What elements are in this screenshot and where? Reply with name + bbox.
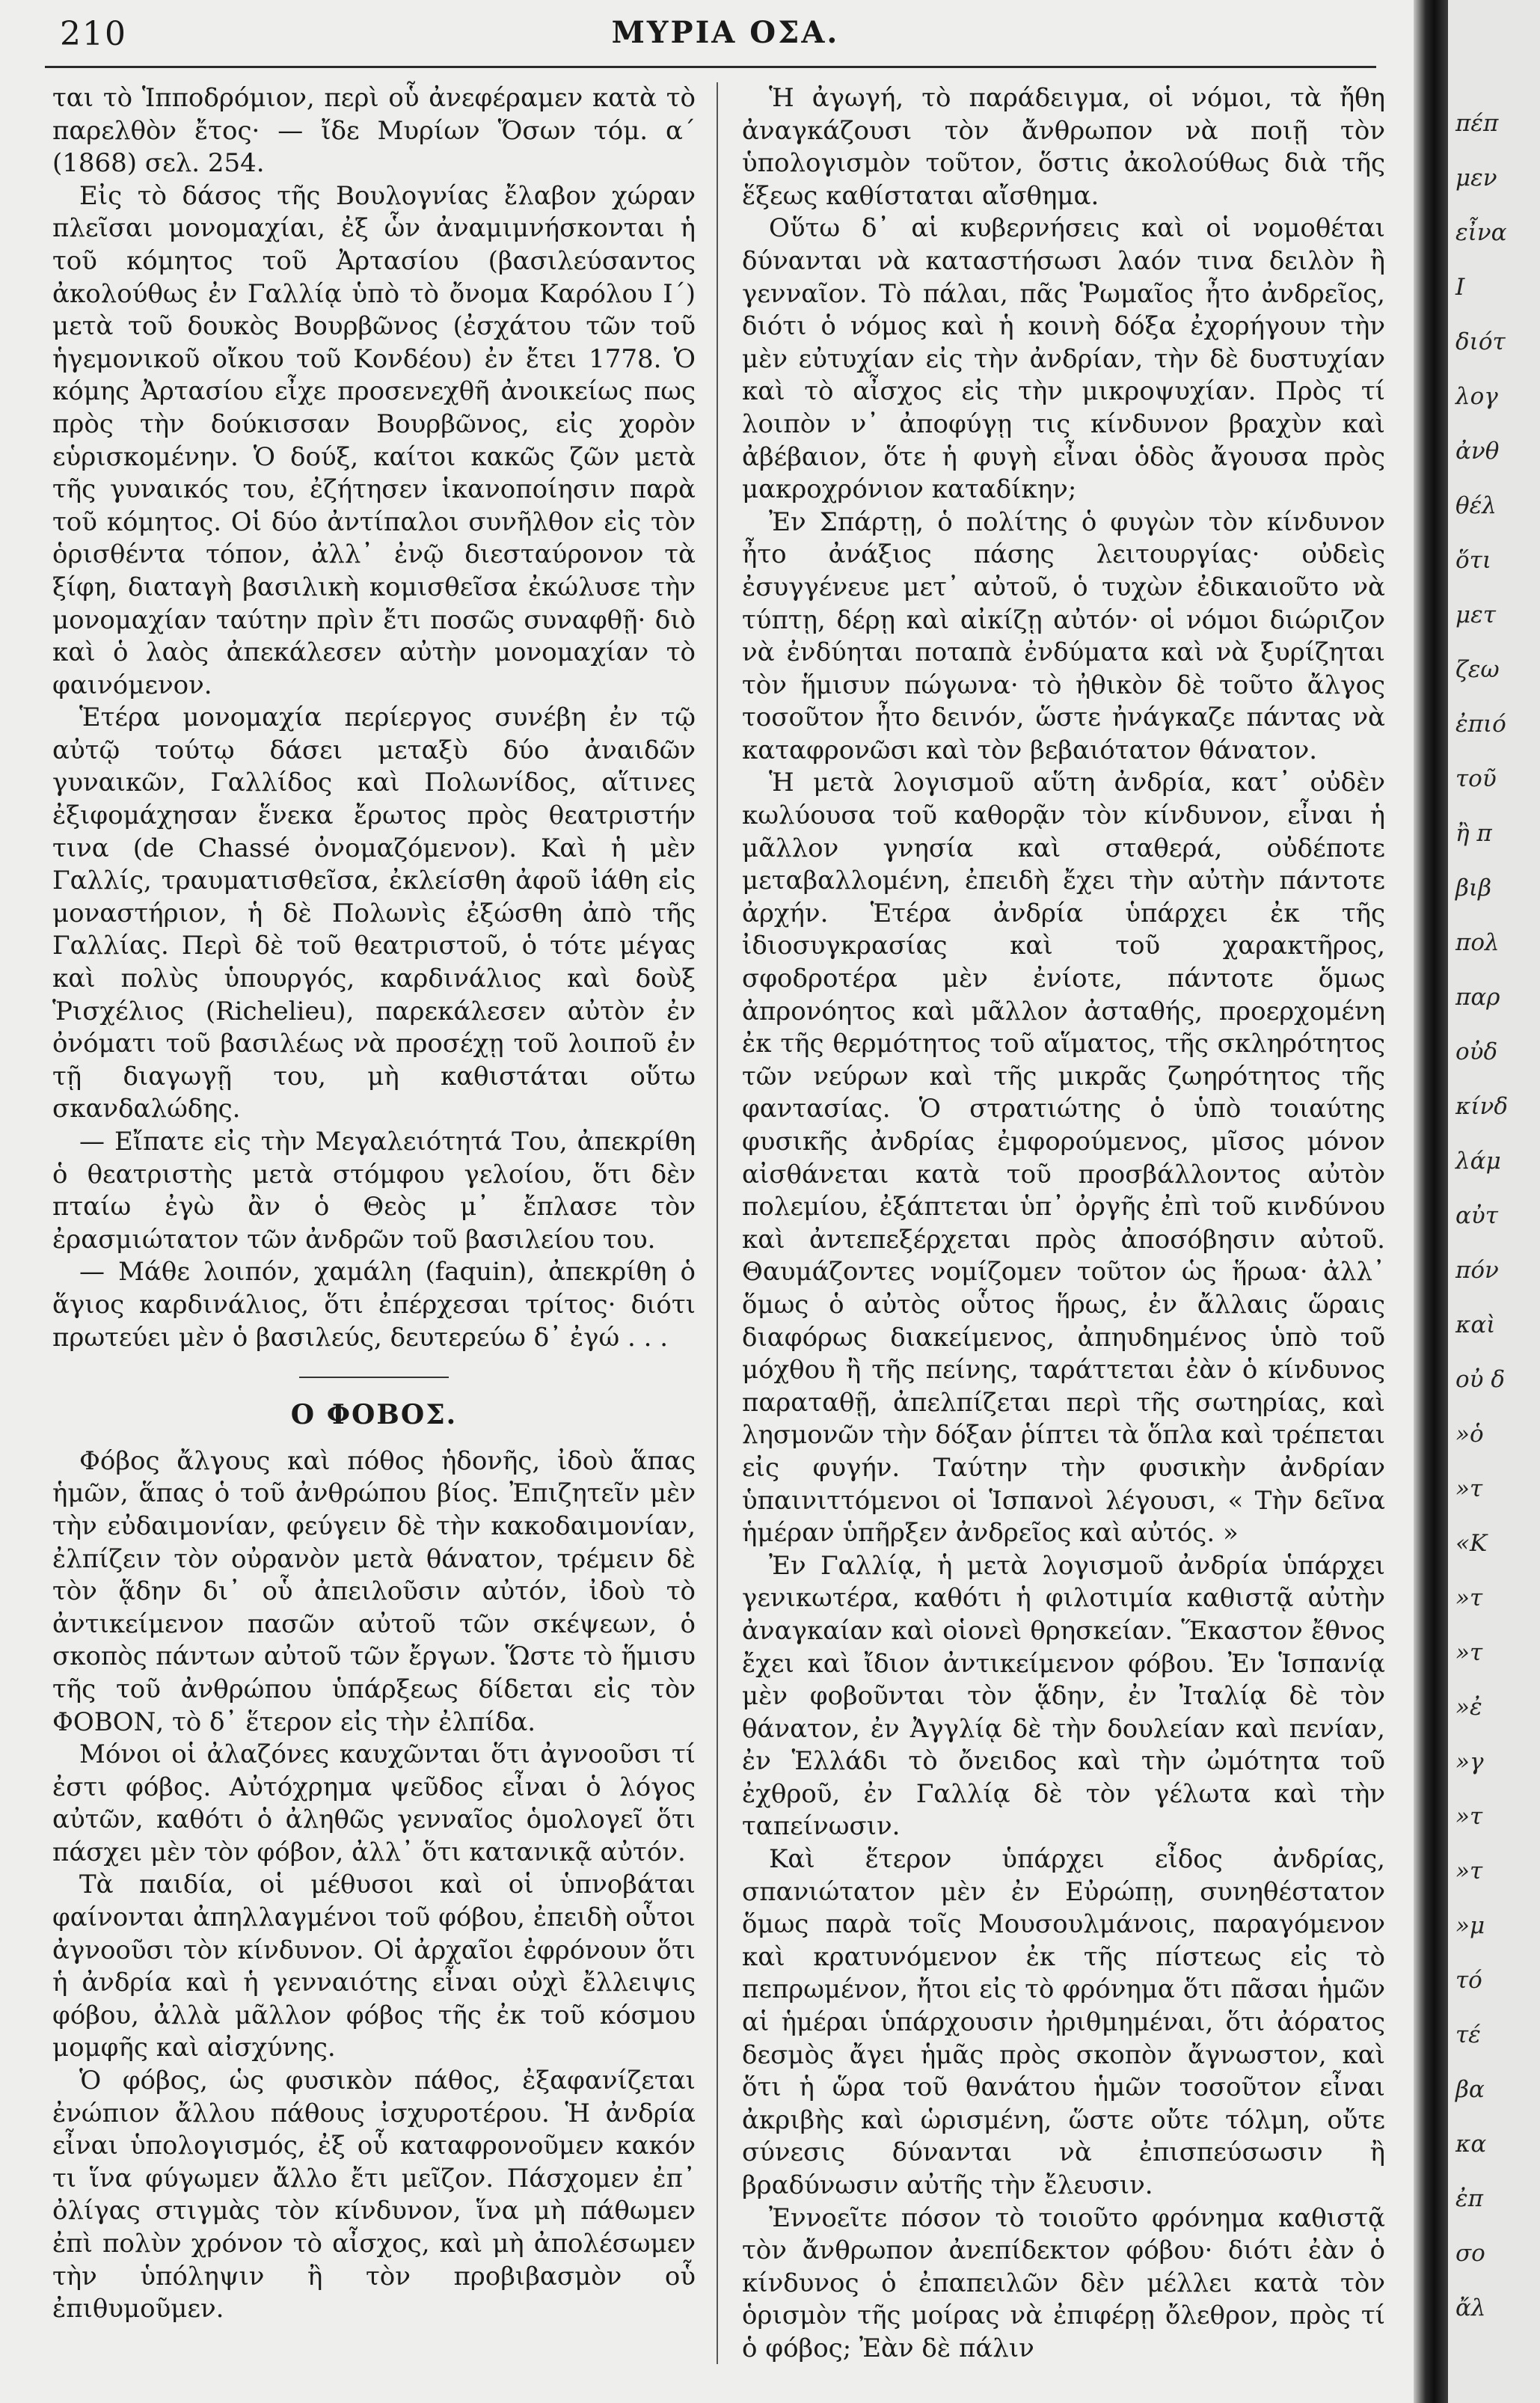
section-divider (299, 1377, 449, 1378)
right-column (742, 82, 1385, 2387)
adjacent-page-fragment: ζεω (1455, 656, 1500, 683)
adjacent-page-edge (1448, 0, 1540, 2403)
adjacent-page-fragment: οὐ δ (1455, 1366, 1506, 1393)
adjacent-page-fragment: πόν (1455, 1257, 1499, 1284)
adjacent-page-fragment: κα (1455, 2131, 1487, 2158)
left-column (52, 82, 696, 2387)
paragraph: Ἐν Γαλλίᾳ, ἡ μετὰ λογισμοῦ ἀνδρία ὑπάρχει γενικωτέρα, καθότι ἡ φιλοτιμία καθιστᾷ αὐτὴν ἀναγκαίαν καὶ οἱονεὶ θρησκείαν. Ἕκαστον ἔθνος ἔχει καὶ ἴδιον ἀντικείμενον φόβου. Ἐν Ἱσπανίᾳ μὲν φοβοῦνται τὸν ᾅδην, ἐν Ἰταλίᾳ δὲ τὸν θάνατον, ἐν Ἀγγλίᾳ δὲ τὴν δουλείαν καὶ πενίαν, ἐν Ἑλλάδι τὸ ὄνειδος καὶ τὴν ὠμότητα τοῦ ἐχθροῦ, ἐν Γαλλίᾳ δὲ τὸν γέλωτα καὶ τὴν ταπείνωσιν. (742, 1550, 1385, 1842)
adjacent-page-fragment: »τ (1455, 1858, 1483, 1885)
dialogue-paragraph: — Εἴπατε εἰς τὴν Μεγαλειότητά Του, ἀπεκρίθη ὁ θεατριστὴς μετὰ στόμφου γελοίου, ὅτι δὲν πταίω ἐγὼ ἂν ὁ Θεὸς μ᾽ ἔπλασε τὸν ἐρασμιώτατον τῶν ἀνδρῶν τοῦ βασιλείου του. (52, 1127, 696, 1255)
adjacent-page-fragment: »ὁ (1455, 1421, 1484, 1448)
adjacent-page-fragment: αὐτ (1455, 1202, 1498, 1229)
adjacent-page-fragment: »τ (1455, 1475, 1483, 1502)
adjacent-page-fragment: τέ (1455, 2021, 1481, 2048)
paragraph: Ὁ φόβος, ὡς φυσικὸν πάθος, ἐξαφανίζεται ἐνώπιον ἄλλου πάθους ἰσχυροτέρου. Ἡ ἀνδρία εἶναι ὑπολογισμός, ἐξ οὗ καταφρονοῦμεν κακόν τι ἵνα φύγωμεν ἄλλο ἔτι μεῖζον. Πάσχομεν ἐπ᾽ ὀλίγας στιγμὰς τὸν κίνδυνον, ἵνα μὴ πάθωμεν ἐπὶ πολὺν χρόνον τὸ αἶσχος, καὶ μὴ ἀπολέσωμεν τὴν ὑπόληψιν ἢ τὸν προβιβασμὸν οὗ ἐπιθυμοῦμεν. (52, 2066, 696, 2324)
adjacent-page-fragment: μεν (1455, 165, 1497, 192)
column-rule (717, 82, 718, 2364)
adjacent-page-fragment: τοῦ (1455, 765, 1497, 792)
paragraph: Ἡ ἀγωγή, τὸ παράδειγμα, οἱ νόμοι, τὰ ἤθη ἀναγκάζουσι τὸν ἄνθρωπον νὰ ποιῇ τὸν ὑπολογισμὸν τοῦτον, ὅστις ἀκολούθως διὰ τῆς ἕξεως καθίσταται αἴσθημα. (742, 83, 1385, 211)
adjacent-page-fragment: ἢ π (1455, 820, 1492, 847)
adjacent-page-fragment: οὐδ (1455, 1038, 1498, 1065)
adjacent-page-fragment: βα (1455, 2076, 1485, 2103)
paragraph: Καὶ ἕτερον ὑπάρχει εἶδος ἀνδρίας, σπανιώτατον μὲν ἐν Εὐρώπῃ, συνηθέστατον ὅμως παρὰ τοῖς Μουσουλμάνοις, παραγόμενον καὶ κρατυνόμενον ἐκ τῆς πίστεως εἰς τὸ πεπρωμένον, ἤτοι εἰς τὸ φρόνημα ὅτι πᾶσαι ἡμῶν αἱ ἡμέραι ὑπάρχουσιν ἠριθμημέναι, ὅτι ἀόρατος δεσμὸς ἄγει ἡμᾶς πρὸς σκοπὸν ἄγνωστον, καὶ ὅτι ἡ ὥρα τοῦ θανάτου ἡμῶν τοσοῦτον εἶναι ἀκριβὴς καὶ ὡρισμένη, ὥστε οὔτε τόλμη, οὔτε σύνεσις δύνανται νὰ ἐπισπεύσωσιν ἢ βραδύνωσιν αὐτῆς τὴν ἔλευσιν. (742, 1844, 1385, 2200)
adjacent-page-fragment: »ἐ (1455, 1694, 1482, 1721)
adjacent-page-fragment: »τ (1455, 1803, 1483, 1830)
paragraph: Φόβος ἄλγους καὶ πόθος ἡδονῆς, ἰδοὺ ἅπας ἡμῶν, ἅπας ὁ τοῦ ἀνθρώπου βίος. Ἐπιζητεῖν μὲν τὴν εὐδαιμονίαν, φεύγειν δὲ τὴν κακοδαιμονίαν, ἐλπίζειν τὸν οὐρανὸν μετὰ θάνατον, τρέμειν δὲ τὸν ᾅδην δι᾽ οὗ ἀπειλοῦσιν αὐτόν, ἰδοὺ τὸ ἀντικείμενον πασῶν αὐτοῦ τῶν σκέψεων, ὁ σκοπὸς πάντων αὐτοῦ τῶν ἔργων. Ὥστε τὸ ἥμισυ τῆς τοῦ ἀνθρώπου ὑπάρξεως δίδεται εἰς τὸν ΦΟΒΟΝ, τὸ δ᾽ ἕτερον εἰς τὴν ἐλπίδα. (52, 1445, 696, 1737)
paragraph: Τὰ παιδία, οἱ μέθυσοι καὶ οἱ ὑπνοβάται φαίνονται ἀπηλλαγμένοι τοῦ φόβου, ἐπειδὴ οὗτοι ἀγνοοῦσι τὸν κίνδυνον. Οἱ ἀρχαῖοι ἐφρόνουν ὅτι ἡ ἀνδρία καὶ ἡ γενναιότης εἶναι οὐχὶ ἔλλειψις φόβου, ἀλλὰ μᾶλλον φόβος τῆς ἐκ τοῦ κόσμου μομφῆς καὶ αἰσχύνης. (52, 1870, 696, 2063)
adjacent-page-fragment: ἄλ (1455, 2295, 1486, 2321)
paragraph: Οὕτω δ᾽ αἱ κυβερνήσεις καὶ οἱ νομοθέται δύνανται νὰ καταστήσωσι λαόν τινα δειλὸν ἢ γενναῖον. Τὸ πάλαι, πᾶς Ῥωμαῖος ἦτο ἀνδρεῖος, διότι ὁ νόμος καὶ ἡ κοινὴ δόξα ἐχορήγουν τὴν μὲν εὐτυχίαν εἰς τὴν ἀνδρίαν, τὴν δὲ δυστυχίαν καὶ τὸ αἶσχος εἰς τὴν μικροψυχίαν. Πρὸς τί λοιπὸν ν᾽ ἀποφύγῃ τις κίνδυνον βραχὺν καὶ ἀβέβαιον, ὅτε ἡ φυγὴ εἶναι ὁδὸς ἄγουσα πρὸς μακροχρόνιον καταδίκην; (742, 213, 1385, 505)
adjacent-page-fragment: εἶνα (1455, 219, 1507, 246)
adjacent-page-fragment: »τ (1455, 1585, 1483, 1611)
adjacent-page-fragment: »τ (1455, 1639, 1483, 1666)
adjacent-page-fragment: ἐπ (1455, 2185, 1484, 2212)
adjacent-page-fragment: λάμ (1455, 1148, 1501, 1175)
adjacent-page-fragment: σο (1455, 2240, 1485, 2267)
adjacent-page-fragment: »μ (1455, 1912, 1485, 1939)
running-head (60, 15, 1391, 60)
adjacent-page-fragment: μετ (1455, 601, 1496, 628)
paragraph: Ἑτέρα μονομαχία περίεργος συνέβη ἐν τῷ αὐτῷ τούτῳ δάσει μεταξὺ δύο ἀναιδῶν γυναικῶν, Γαλλίδος καὶ Πολωνίδος, αἵτινες ἐξιφομάχησαν ἕνεκα ἔρωτος πρὸς θεατριστήν τινα (de Chassé ὀνομαζόμενον). Καὶ ἡ μὲν Γαλλίς, τραυματισθεῖσα, ἐκλείσθη ἀφοῦ ἰάθη εἰς μοναστήριον, ἡ δὲ Πολωνὶς ἐξώσθη ἀπὸ τῆς Γαλλίας. Περὶ δὲ τοῦ θεατριστοῦ, ὁ τότε μέγας καὶ πολὺς ὑπουργός, καρδινάλιος καὶ δοὺξ Ῥισχέλιος (Richelieu), παρεκάλεσεν αὐτὸν ἐν ὀνόματι τοῦ βασιλέως νὰ προσέχῃ τοῦ λοιποῦ ἐν τῇ διαγωγῇ του, μὴ καθιστάται οὕτω σκανδαλώδης. (52, 702, 696, 1124)
adjacent-page-fragment: κίνδ (1455, 1093, 1508, 1120)
adjacent-page-fragment: ἀνθ (1455, 438, 1500, 465)
dialogue-paragraph: — Μάθε λοιπόν, χαμάλη (faquin), ἀπεκρίθη ὁ ἅγιος καρδινάλιος, ὅτι ἐπέρχεσαι τρίτος· διότι πρωτεύει μὲν ὁ βασιλεύς, δευτερεύω δ᾽ ἐγώ . . . (52, 1257, 696, 1353)
page-number: 210 (60, 15, 127, 53)
adjacent-page-fragment: τό (1455, 1967, 1482, 1994)
adjacent-page-fragment: διότ (1455, 328, 1506, 355)
section-title: Ο ΦΟΒΟΣ. (290, 1399, 458, 1431)
paragraph: Μόνοι οἱ ἀλαζόνες καυχῶνται ὅτι ἀγνοοῦσι τί ἐστι φόβος. Αὐτόχρημα ψεῦδος εἶναι ὁ λόγος αὐτῶν, καθότι ὁ ἀληθῶς γενναῖος ὁμολογεῖ ὅτι πάσχει μὲν τὸν φόβον, ἀλλ᾽ ὅτι κατανικᾷ αὐτόν. (52, 1739, 696, 1867)
paragraph: Ἡ μετὰ λογισμοῦ αὕτη ἀνδρία, κατ᾽ οὐδὲν κωλύουσα τοῦ καθορᾷν τὸν κίνδυνον, εἶναι ἡ μᾶλλον γνησία καὶ σταθερά, οὐδέποτε μεταβαλλομένη, ἐπειδὴ ἔχει τὴν αὐτὴν πάντοτε ἀρχήν. Ἑτέρα ἀνδρία ὑπάρχει ἐκ τῆς ἰδιοσυγκρασίας καὶ τοῦ χαρακτῆρος, σφοδροτέρα μὲν ἐνίοτε, πάντοτε ὅμως ἀπρονόητος καὶ μᾶλλον ἀσταθής, προερχομένη ἐκ τῆς θερμότητος τοῦ αἵματος, τῆς σκληρότητος τῶν νεύρων καὶ τῆς μικρᾶς ζωηρότητος τῆς φαντασίας. Ὁ στρατιώτης ὁ ὑπὸ τοιαύτης φυσικῆς ἀνδρίας ἐμφορούμενος, μῖσος μόνον αἰσθάνεται κατὰ τοῦ προσβάλλοντος αὐτὸν πολεμίου, ἐξάπτεται ὑπ᾽ ὀργῆς ἐπὶ τοῦ κινδύνου καὶ ἀντεπεξέρχεται πρὸς ἀποσόβησιν αὐτοῦ. Θαυμάζοντες νομίζομεν τοῦτον ὡς ἥρωα· ἀλλ᾽ ὅμως ὁ αὐτὸς οὗτος ἥρως, ἐν ἄλλαις ὥραις διαφόρως διακείμενος, ἀπηυδημένος ὑπὸ τοῦ μόχθου ἢ τῆς πείνης, ταράττεται ἐὰν ὁ κίνδυνος παραταθῇ, ἀπελπίζεται περὶ τῆς σωτηρίας, καὶ λησμονῶν τὴν δόξαν ῥίπτει τὰ ὅπλα καὶ τρέπεται εἰς φυγήν. Ταύτην τὴν φυσικὴν ἀνδρίαν ὑπαινιττόμενοι οἱ Ἱσπανοὶ λέγουσι, « Τὴν δεῖνα ἡμέραν ὑπῆρξεν ἀνδρεῖος καὶ αὐτός. » (742, 768, 1385, 1549)
adjacent-page-fragment: ἐπιό (1455, 711, 1506, 738)
adjacent-page-fragment: πολ (1455, 929, 1500, 956)
book-gutter (1414, 0, 1448, 2403)
adjacent-page-fragment: «Κ (1455, 1530, 1488, 1557)
adjacent-page-fragment: καὶ (1455, 1311, 1496, 1338)
adjacent-page-fragment: παρ (1455, 984, 1500, 1011)
paragraph: Ἐν Σπάρτῃ, ὁ πολίτης ὁ φυγὼν τὸν κίνδυνον ἦτο ἀνάξιος πάσης λειτουργίας· οὐδεὶς ἐσυγγένευε μετ᾽ αὐτοῦ, ὁ τυχὼν ἐδικαιοῦτο νὰ τύπτῃ, δέρῃ καὶ αἰκίζῃ αὐτόν· οἱ νόμοι διώριζον νὰ ἐνδύηται ποταπὰ ἐνδύματα καὶ νὰ ξυρίζηται τὸν ἥμισυν πώγωνα· τὸ ἠθικὸν δὲ τοῦτο ἄλγος τοσοῦτον ἦτο δεινόν, ὥστε ἠνάγκαζε πάντας νὰ καταφρονῶσι καὶ τὸν βεβαιότατον θάνατον. (742, 506, 1385, 765)
paragraph: Ἐννοεῖτε πόσον τὸ τοιοῦτο φρόνημα καθιστᾷ τὸν ἄνθρωπον ἀνεπίδεκτον φόβου· διότι ἐὰν ὁ κίνδυνος ὁ ἐπαπειλῶν δὲν μέλλει κατὰ τὸν ὁρισμὸν τῆς μοίρας νὰ ἐπιφέρῃ ὄλεθρον, πρὸς τί ὁ φόβος; Ἐὰν δὲ πάλιν (742, 2203, 1385, 2363)
paragraph: Εἰς τὸ δάσος τῆς Βουλογνίας ἔλαβον χώραν πλεῖσαι μονομαχίαι, ἐξ ὧν ἀναμιμνήσκονται ἡ τοῦ κόμητος τοῦ Ἀρτασίου (βασιλεύσαντος ἀκολούθως ἐν Γαλλίᾳ ὑπὸ τὸ ὄνομα Καρόλου Ι΄) μετὰ τοῦ δουκὸς Βουρβῶνος (ἐσχάτου τῶν τοῦ ἡγεμονικοῦ οἴκου τοῦ Κονδέου) ἐν ἔτει 1778. Ὁ κόμης Ἀρτασίου εἶχε προσενεχθῆ ἀνοικείως πως πρὸς τὴν δούκισσαν Βουρβῶνος, εἰς χορὸν εὑρισκομένην. Ὁ δούξ, καίτοι κακῶς ζῶν μετὰ τῆς γυναικός του, ἐζήτησεν ἱκανοποίησιν παρὰ τοῦ κόμητος. Οἱ δύο ἀντίπαλοι συνῆλθον εἰς τὸν ὁρισθέντα τόπον, ἀλλ᾽ ἐνῷ διεσταύρονον τὰ ξίφη, διαταγὴ βασιλικὴ κομισθεῖσα ἐκώλυσε τὴν μονομαχίαν ταύτην πρὶν ἔτι ποσῶς συναφθῇ· διὸ καὶ ὁ λαὸς ἀπεκάλεσεν αὐτὴν μονομαχίαν τὸ φαινόμενον. (52, 180, 696, 700)
adjacent-page-fragment: θέλ (1455, 492, 1497, 519)
adjacent-page-fragment: ὅτι (1455, 547, 1491, 574)
adjacent-page-fragment: λογ (1455, 383, 1498, 410)
adjacent-page-fragment: »γ (1455, 1748, 1484, 1775)
journal-title: ΜΥΡΙΑ ΟΣΑ. (611, 15, 840, 50)
adjacent-page-fragment: πέπ (1455, 110, 1499, 137)
paragraph: ται τὸ Ἱπποδρόμιον, περὶ οὗ ἀνεφέραμεν κατὰ τὸ παρελθὸν ἔτος· — ἴδε Μυρίων Ὅσων τόμ. α΄ (1868) σελ. 254. (52, 83, 696, 179)
adjacent-page-fragment: Ι (1455, 274, 1465, 301)
header-rule (45, 66, 1376, 68)
adjacent-page-fragment: βιβ (1455, 875, 1491, 901)
